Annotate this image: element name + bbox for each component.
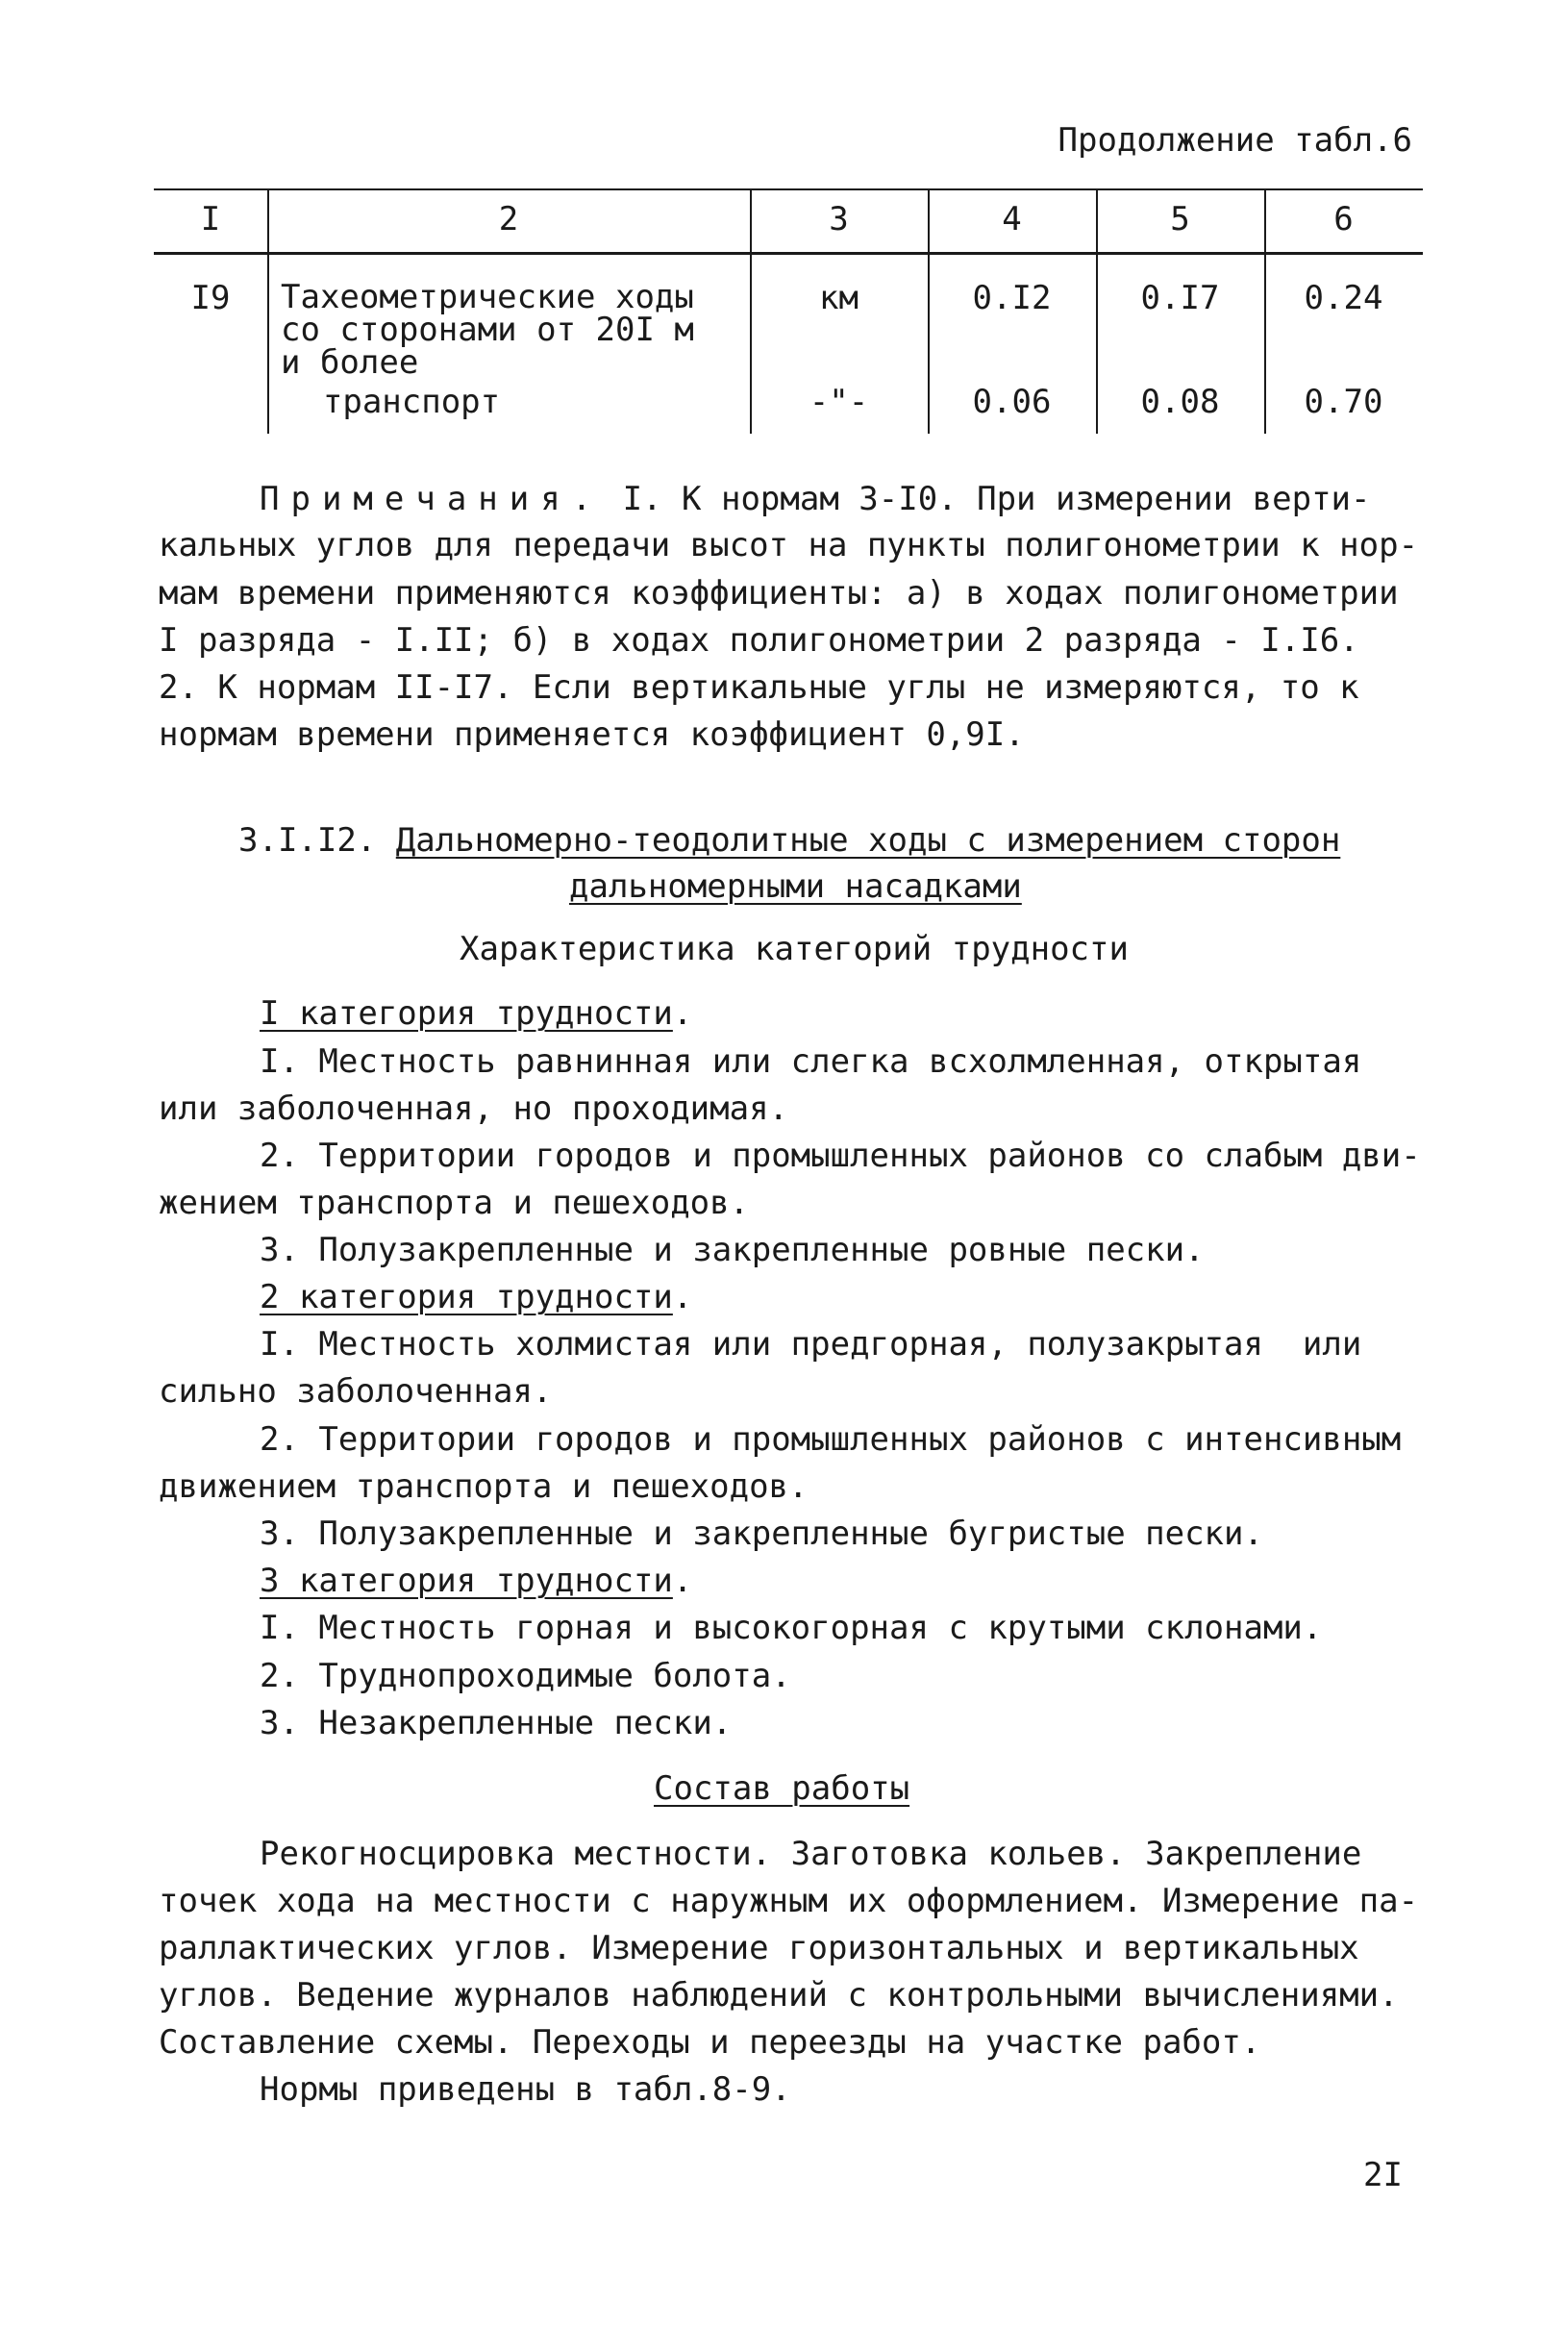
category-3-line-1: I. Местность горная и высокогорная с крутыми склонами. (260, 1609, 1323, 1647)
subrow-value-5: 0.08 (1140, 383, 1220, 421)
notes-line-1: I. К нормам 3-I0. При измерении верти- (603, 480, 1371, 518)
row-unit: км (819, 279, 859, 317)
table-header-cell: 6 (1333, 200, 1354, 238)
category-3-heading-text: 3 категория трудности (260, 1562, 673, 1600)
page-number: 2I (1363, 2156, 1403, 2194)
row-name-line: и более (281, 343, 419, 382)
section-title-2: дальномерными насадками (569, 867, 1022, 906)
row-value-5: 0.I7 (1140, 279, 1220, 317)
section-number: 3.I.I2. (238, 821, 377, 860)
work-line-2: точек хода на местности с наружным их оформлением. Измерение па- (159, 1882, 1419, 1920)
section-title (238, 817, 1340, 864)
category-1-line-3: 2. Территории городов и промышленных районов со слабым дви- (260, 1137, 1421, 1175)
table-header-cell: 4 (1002, 200, 1022, 238)
notes-line-6: нормам времени применяется коэффициент 0,9I. (159, 715, 1025, 754)
subrow-value-6: 0.70 (1304, 383, 1383, 421)
work-line-6: Нормы приведены в табл.8-9. (260, 2070, 791, 2109)
category-2-line-4: движением транспорта и пешеходов. (159, 1467, 809, 1506)
category-2-line-2: сильно заболоченная. (159, 1372, 553, 1411)
table-header-cell: I (200, 200, 221, 238)
continuation-label: Продолжение табл.6 (1058, 121, 1412, 160)
work-line-5: Составление схемы. Переходы и переезды на участке работ. (159, 2023, 1261, 2062)
category-3-line-3: 3. Незакрепленные пески. (260, 1704, 733, 1742)
work-heading: Состав работы (654, 1769, 910, 1808)
category-2-line-5: 3. Полузакрепленные и закрепленные бугристые пески. (260, 1514, 1263, 1553)
table-header-rule (154, 252, 1423, 255)
category-3-heading: 3 категория трудности. (260, 1562, 693, 1600)
section-title-1: Дальномерно-теодолитные ходы с измерением сторон (395, 821, 1341, 860)
category-2-line-3: 2. Территории городов и промышленных районов с интенсивным (260, 1420, 1402, 1459)
category-2-heading-text: 2 категория трудности (260, 1278, 673, 1316)
row-name-line: со сторонами от 20I м (281, 311, 694, 349)
notes-label: Примечания. (260, 480, 604, 518)
table-header-cell: 2 (498, 200, 519, 238)
notes-line-3: мам времени применяются коэффициенты: а) в ходах полигонометрии (159, 574, 1399, 613)
notes-line-4: I разряда - I.II; б) в ходах полигонометрии 2 разряда - I.I6. (159, 621, 1359, 660)
subrow-value-4: 0.06 (972, 383, 1052, 421)
row-name (281, 278, 742, 382)
table-top-rule (154, 188, 1423, 190)
notes-line (260, 476, 1371, 522)
row-value-4: 0.I2 (972, 279, 1052, 317)
category-1-heading-text: I категория трудности (260, 994, 673, 1033)
notes-line-5: 2. К нормам II-I7. Если вертикальные углы не измеряются, то к (159, 668, 1359, 707)
row-name-line: Тахеометрические ходы (281, 278, 694, 316)
row-number: I9 (190, 279, 231, 317)
row-value-6: 0.24 (1304, 279, 1383, 317)
table-header-cell: 5 (1170, 200, 1190, 238)
category-1-line-2: или заболоченная, но проходимая. (159, 1089, 789, 1128)
category-1-line-1: I. Местность равнинная или слегка всхолмленная, открытая (260, 1042, 1362, 1081)
work-line-3: раллактических углов. Измерение горизонтальных и вертикальных (159, 1929, 1359, 1967)
section-subtitle: Характеристика категорий трудности (460, 930, 1129, 968)
subrow-unit: -"- (809, 383, 869, 421)
norms-table (154, 188, 1423, 434)
subrow-name: транспорт (322, 383, 501, 421)
notes-line-2: кальных углов для передачи высот на пункты полигонометрии к нор- (159, 526, 1419, 564)
work-line-1: Рекогносцировка местности. Заготовка кольев. Закрепление (260, 1835, 1362, 1873)
category-2-heading: 2 категория трудности. (260, 1278, 693, 1316)
category-2-line-1: I. Местность холмистая или предгорная, полузакрытая или (260, 1325, 1362, 1364)
category-1-line-5: 3. Полузакрепленные и закрепленные ровные пески. (260, 1231, 1205, 1269)
category-1-heading: I категория трудности. (260, 994, 693, 1033)
category-3-line-2: 2. Труднопроходимые болота. (260, 1657, 791, 1695)
table-header-cell: 3 (829, 200, 849, 238)
category-1-line-4: жением транспорта и пешеходов. (159, 1184, 750, 1222)
work-line-4: углов. Ведение журналов наблюдений с контрольными вычислениями. (159, 1976, 1399, 2015)
